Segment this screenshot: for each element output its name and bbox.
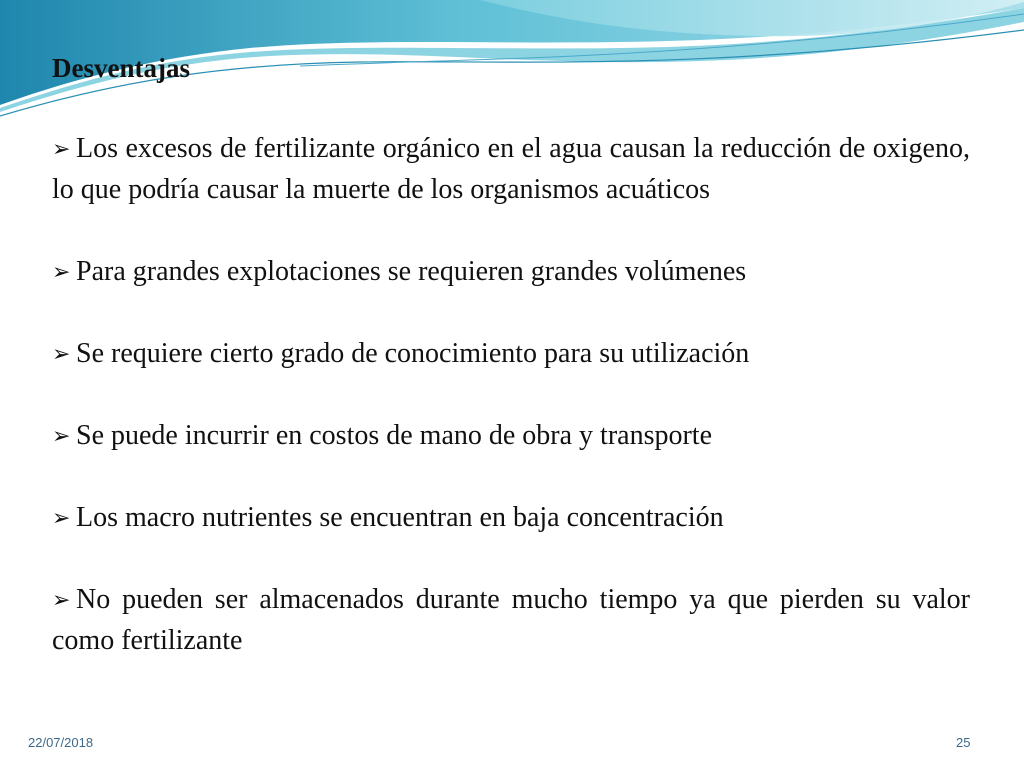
bullet-list <box>52 128 970 702</box>
bullet-text: Para grandes explotaciones se requieren grandes volúmenes <box>76 256 747 287</box>
arrow-bullet-icon: ➢ <box>52 259 71 284</box>
arrow-bullet-icon: ➢ <box>52 505 71 530</box>
bullet-item <box>52 579 970 661</box>
slide-title: Desventajas <box>52 53 190 83</box>
bullet-text: No pueden ser almacenados durante mucho tiempo ya que pierden su valor como fertilizante <box>52 584 970 656</box>
footer-date: 22/07/2018 <box>28 735 94 750</box>
footer-page-number: 25 <box>956 735 971 750</box>
arrow-bullet-icon: ➢ <box>52 341 71 366</box>
arrow-bullet-icon: ➢ <box>52 136 71 161</box>
bullet-text: Se requiere cierto grado de conocimiento para su utilización <box>76 338 750 369</box>
bullet-item <box>52 251 970 292</box>
bullet-text: Los macro nutrientes se encuentran en baja concentración <box>76 502 724 533</box>
bullet-item <box>52 128 970 210</box>
arrow-bullet-icon: ➢ <box>52 587 71 612</box>
bullet-item <box>52 415 970 456</box>
arrow-bullet-icon: ➢ <box>52 423 71 448</box>
bullet-item <box>52 497 970 538</box>
bullet-item <box>52 333 970 374</box>
bullet-text: Se puede incurrir en costos de mano de obra y transporte <box>76 420 713 451</box>
bullet-text: Los excesos de fertilizante orgánico en el agua causan la reducción de oxigeno, lo que podría causar la muerte de los organismos acuáticos <box>52 133 970 205</box>
